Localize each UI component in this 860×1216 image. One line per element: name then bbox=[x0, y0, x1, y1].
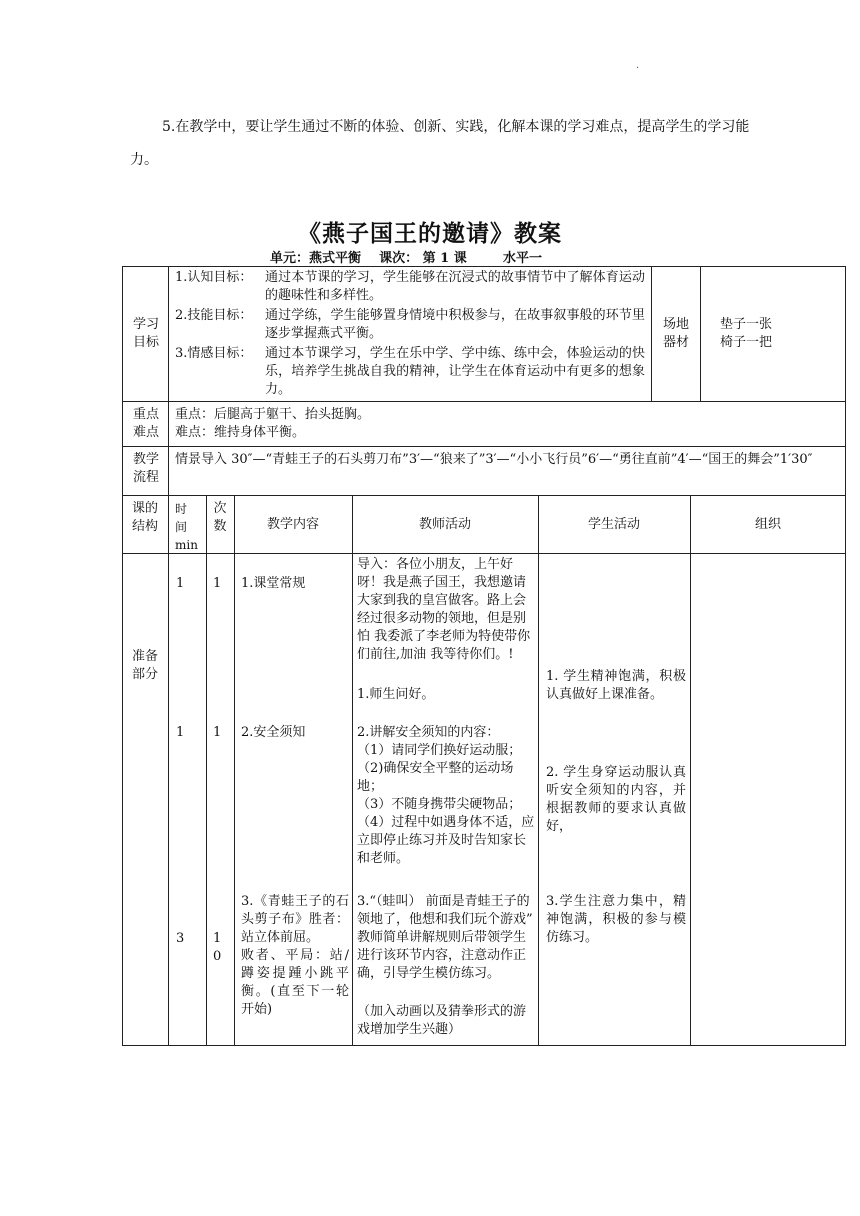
keypoints-label: 重点 难点 bbox=[132, 407, 159, 440]
meta-unit: 单元：燕式平衡 bbox=[270, 251, 362, 266]
venue-label: 场地 器材 bbox=[662, 317, 689, 350]
teacher-safety-3: （3）不随身携带尖硬物品； bbox=[357, 797, 522, 812]
student-act-2: 2. 学生身穿运动服认真听安全须知的内容，并根据教师的要求认真做好， bbox=[546, 765, 686, 834]
col-divider bbox=[651, 266, 652, 401]
difficulty-point: 难点：维持身体平衡。 bbox=[175, 425, 306, 440]
row-count: 1 bbox=[213, 576, 222, 591]
section-label: 准备 部分 bbox=[131, 649, 158, 682]
row-divider bbox=[122, 401, 846, 402]
goal-2-name: 2.技能目标： bbox=[175, 308, 253, 323]
teacher-safety-2: （2)确保安全平整的运动场地； bbox=[357, 761, 514, 794]
teacher-greeting: 1.师生问好。 bbox=[357, 687, 435, 702]
row-count: 1 bbox=[213, 725, 222, 740]
header-teacher: 教师活动 bbox=[418, 517, 471, 532]
paragraph-5: 5.在教学中，要让学生通过不断的体验、创新、实践，化解本课的学习难点，提高学生的学习能力。 bbox=[130, 119, 750, 168]
col-divider bbox=[690, 495, 691, 1046]
row-time: 1 bbox=[176, 576, 185, 591]
goal-1-text: 通过本节课的学习，学生能够在沉浸式的故事情节中了解体育运动的趣味性和多样性。 bbox=[265, 270, 645, 303]
col-divider bbox=[168, 495, 169, 1046]
goal-3-name: 3.情感目标： bbox=[175, 346, 253, 361]
row-time: 1 bbox=[176, 725, 185, 740]
header-time: 时 间 min bbox=[175, 502, 198, 552]
goal-2-text: 通过学练，学生能够置身情境中积极参与，在故事叙事般的环节里逐步掌握燕式平衡。 bbox=[265, 308, 645, 341]
row-divider bbox=[122, 495, 846, 496]
teacher-intro: 导入：各位小朋友，上午好呀！我是燕子国王，我想邀请大家到我的皇宫做客。路上会经过很多动物的领地，但是别怕 我委派了李老师为特使带你们前往,加油 我等待你们。! bbox=[357, 557, 531, 662]
meta-level: 水平一 bbox=[502, 251, 542, 266]
key-point: 重点：后腿高于躯干、抬头挺胸。 bbox=[175, 407, 371, 422]
col-divider bbox=[538, 495, 539, 1046]
row-divider bbox=[122, 553, 846, 554]
row-time: 3 bbox=[176, 931, 185, 946]
doc-title: 《燕子国王的邀请》教案 bbox=[298, 220, 562, 247]
col-divider bbox=[352, 495, 353, 1046]
row-content: 3.《青蛙王子的石头剪子布》胜者：站立体前屈。 败者、平局：站/蹲姿提踵小跳平衡。(直至下一轮开始) bbox=[241, 894, 349, 1017]
header-structure: 课的 结构 bbox=[131, 501, 158, 534]
row-divider bbox=[122, 446, 846, 447]
teacher-safety-title: 2.讲解安全须知的内容： bbox=[357, 725, 500, 740]
header-student: 学生活动 bbox=[587, 517, 640, 532]
venue-item: 垫子一张 bbox=[720, 317, 773, 332]
flow-text: 情景导入 30″—“青蛙王子的石头剪刀布”3′—“狼来了”3′—“小小飞行员”6′—“勇往直前”4′—“国王的舞会”1′30″ bbox=[175, 452, 813, 467]
flow-label: 教学 流程 bbox=[132, 452, 159, 485]
page-dot: . bbox=[636, 60, 640, 71]
goal-1-name: 1.认知目标： bbox=[175, 270, 253, 285]
student-act-1: 1. 学生精神饱满，积极认真做好上课准备。 bbox=[546, 669, 686, 702]
col-divider bbox=[234, 495, 235, 1046]
row-count: 1 0 bbox=[213, 931, 222, 964]
teacher-game: 3.“（蛙叫） 前面是青蛙王子的领地了，他想和我们玩个游戏” 教师简单讲解规则后带领学生进行该环节内容，注意动作正确，引导学生模仿练习。 bbox=[357, 894, 533, 981]
col-divider bbox=[700, 266, 701, 401]
student-act-3: 3.学生注意力集中，精神饱满，积极的参与模仿练习。 bbox=[546, 894, 686, 945]
teacher-safety-1: （1）请同学们换好运动服； bbox=[357, 743, 522, 758]
goal-3-text: 通过本节课学习，学生在乐中学、学中练、练中会，体验运动的快乐，培养学生挑战自我的精神，让学生在体育运动中有更多的想象力。 bbox=[265, 346, 645, 397]
venue-item: 椅子一把 bbox=[720, 335, 773, 350]
row-content: 2.安全须知 bbox=[241, 725, 306, 740]
col-divider bbox=[206, 495, 207, 1046]
header-count: 次 数 bbox=[213, 501, 227, 534]
teacher-game-note: （加入动画以及猜拳形式的游戏增加学生兴趣） bbox=[357, 1004, 527, 1037]
header-content: 教学内容 bbox=[266, 517, 319, 532]
header-organization: 组织 bbox=[754, 517, 781, 532]
goals-label: 学习 目标 bbox=[132, 317, 159, 350]
meta-line bbox=[270, 247, 542, 266]
teacher-safety-4: （4）过程中如遇身体不适，应立即停止练习并及时告知家长和老师。 bbox=[357, 815, 535, 866]
row-content: 1.课堂常规 bbox=[241, 576, 306, 591]
meta-lesson: 课次： 第 1 课 bbox=[379, 251, 467, 266]
